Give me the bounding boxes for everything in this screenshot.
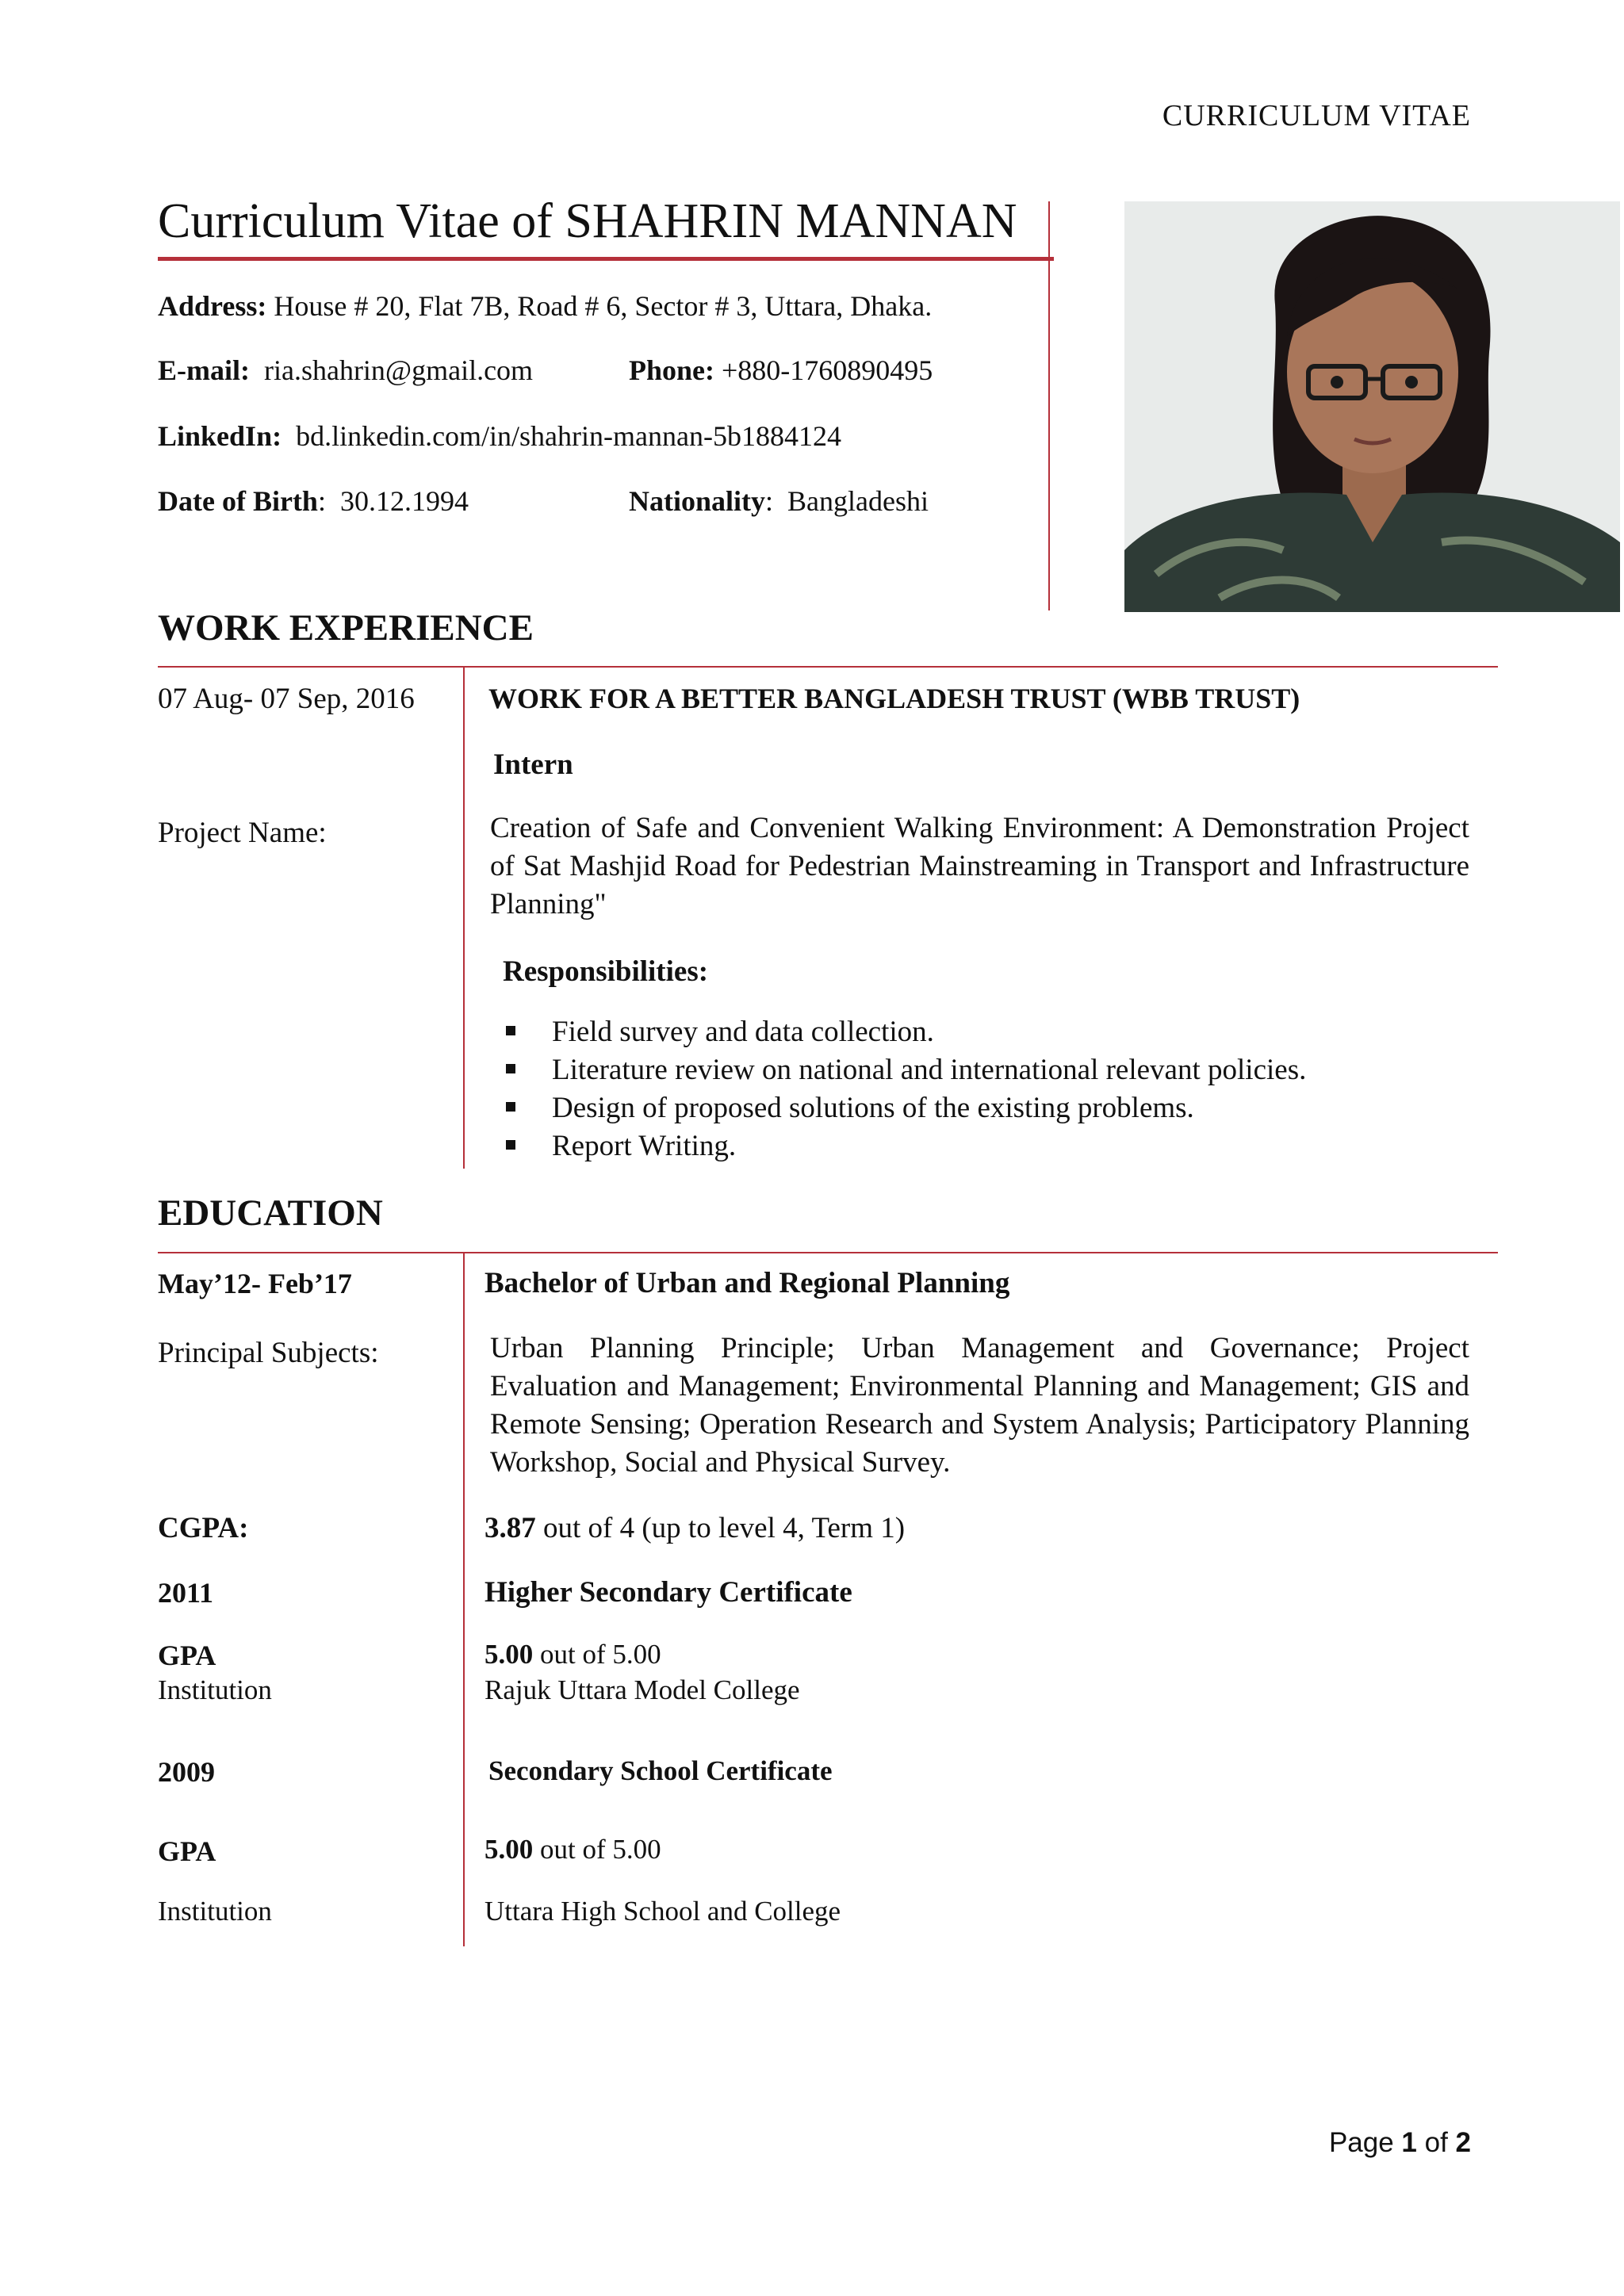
page-word: Page bbox=[1328, 2127, 1402, 2158]
hsc-gpa-line bbox=[485, 1639, 661, 1670]
responsibilities-label: Responsibilities: bbox=[503, 955, 709, 988]
linkedin-value: bd.linkedin.com/in/shahrin-mannan-5b1884124 bbox=[296, 420, 841, 452]
total-pages: 2 bbox=[1455, 2127, 1471, 2158]
list-item: Design of proposed solutions of the existing problems. bbox=[504, 1089, 1306, 1127]
work-role: Intern bbox=[493, 748, 573, 781]
title-divider bbox=[158, 257, 1054, 261]
hsc-gpa-label: GPA bbox=[158, 1640, 216, 1671]
hsc-gpa-detail: out of 5.00 bbox=[533, 1639, 661, 1670]
principal-subjects: Urban Planning Principle; Urban Management and Governance; Project Evaluation and Management; Environmental Planning and Management; GIS and Remote Sensing; Operation Research and System Analysis; Participatory Planning Workshop, Social and Physical Survey. bbox=[490, 1332, 1469, 1479]
hsc-title: Higher Secondary Certificate bbox=[485, 1576, 852, 1609]
email-line bbox=[158, 354, 533, 387]
responsibilities-list bbox=[504, 1013, 1306, 1165]
project-name-label: Project Name: bbox=[158, 817, 327, 849]
nationality-value: Bangladeshi bbox=[787, 485, 929, 517]
address-value: House # 20, Flat 7B, Road # 6, Sector # 3, Uttara, Dhaka. bbox=[274, 290, 933, 322]
phone-line bbox=[629, 354, 933, 387]
ssc-gpa-value: 5.00 bbox=[485, 1834, 534, 1865]
address-label: Address: bbox=[158, 290, 267, 322]
email-label: E-mail: bbox=[158, 354, 250, 386]
linkedin-line bbox=[158, 419, 841, 453]
work-organization: WORK FOR A BETTER BANGLADESH TRUST (WBB TRUST) bbox=[488, 683, 1300, 714]
ssc-title: Secondary School Certificate bbox=[488, 1755, 833, 1786]
cgpa-value: 3.87 bbox=[485, 1512, 536, 1544]
email-value: ria.shahrin@gmail.com bbox=[263, 354, 534, 386]
ssc-institution: Uttara High School and College bbox=[485, 1896, 841, 1927]
header-label: CURRICULUM VITAE bbox=[1162, 99, 1471, 132]
ssc-gpa-line bbox=[485, 1834, 661, 1866]
ssc-year: 2009 bbox=[158, 1756, 215, 1788]
page-number bbox=[1329, 2127, 1471, 2159]
work-experience-heading: WORK EXPERIENCE bbox=[158, 607, 534, 649]
profile-photo bbox=[1124, 201, 1620, 612]
dob-value: 30.12.1994 bbox=[339, 485, 469, 517]
hsc-institution: Rajuk Uttara Model College bbox=[485, 1674, 800, 1705]
cgpa-detail: out of 4 (up to level 4, Term 1) bbox=[535, 1512, 906, 1544]
education-column-divider bbox=[463, 1253, 465, 1946]
education-heading: EDUCATION bbox=[158, 1192, 383, 1234]
ssc-institution-label: Institution bbox=[158, 1896, 272, 1927]
dob-label: Date of Birth bbox=[158, 485, 318, 517]
ssc-gpa-detail: out of 5.00 bbox=[533, 1834, 661, 1865]
linkedin-label: LinkedIn: bbox=[158, 420, 282, 452]
hsc-institution-label: Institution bbox=[158, 1674, 272, 1705]
current-page: 1 bbox=[1401, 2127, 1417, 2158]
degree-dates: May’12- Feb’17 bbox=[158, 1268, 352, 1299]
principal-subjects-label: Principal Subjects: bbox=[158, 1337, 379, 1369]
hsc-gpa-value: 5.00 bbox=[485, 1639, 534, 1670]
cgpa-line bbox=[485, 1511, 905, 1545]
phone-value: +880-1760890495 bbox=[722, 354, 933, 386]
ssc-gpa-label: GPA bbox=[158, 1835, 216, 1867]
project-description: Creation of Safe and Convenient Walking Environment: A Demonstration Project of Sat Mashjid Road for Pedestrian Mainstreaming in Transport and Infrastructure Planning" bbox=[490, 812, 1469, 920]
page-title: Curriculum Vitae of SHAHRIN MANNAN bbox=[158, 194, 1017, 248]
work-column-divider bbox=[463, 668, 465, 1169]
list-item: Report Writing. bbox=[504, 1127, 1306, 1165]
work-divider bbox=[158, 666, 1498, 668]
header-vertical-divider bbox=[1048, 201, 1050, 610]
nationality-label: Nationality bbox=[629, 485, 766, 517]
dob-line: Date of Birth: 30.12.1994 bbox=[158, 485, 469, 517]
phone-label: Phone: bbox=[629, 354, 714, 386]
list-item: Field survey and data collection. bbox=[504, 1013, 1306, 1051]
education-divider bbox=[158, 1252, 1498, 1253]
nationality-line: Nationality: Bangladeshi bbox=[629, 485, 929, 517]
address-line bbox=[158, 289, 932, 323]
degree-title: Bachelor of Urban and Regional Planning bbox=[485, 1267, 1010, 1299]
work-dates: 07 Aug- 07 Sep, 2016 bbox=[158, 683, 415, 715]
of-word: of bbox=[1416, 2127, 1456, 2158]
cgpa-label: CGPA: bbox=[158, 1512, 249, 1544]
hsc-year: 2011 bbox=[158, 1577, 214, 1609]
list-item: Literature review on national and international relevant policies. bbox=[504, 1051, 1306, 1089]
